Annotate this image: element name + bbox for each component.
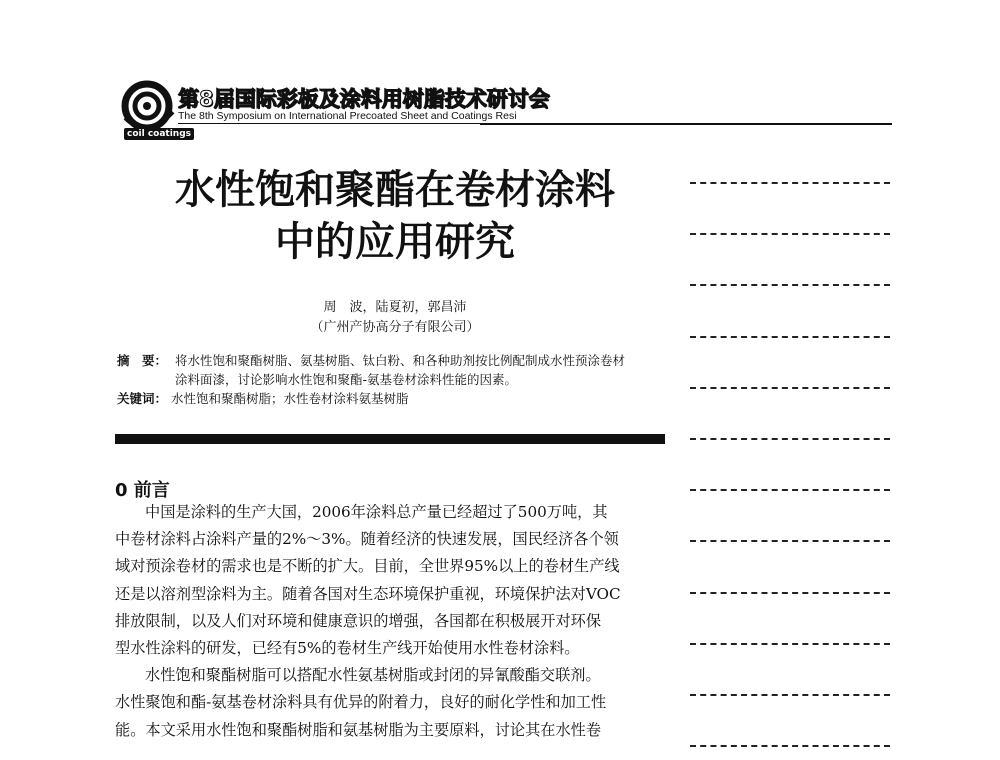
margin-note-line bbox=[690, 284, 890, 286]
paper-title-line1: 水性饱和聚酯在卷材涂料 bbox=[175, 167, 615, 213]
body-line: 水性聚饱和酯-氨基卷材涂料具有优异的附着力，良好的耐化学性和加工性 bbox=[115, 693, 607, 712]
keywords-row bbox=[117, 389, 677, 408]
conference-title: 第8届国际彩板及涂料用树脂技术研讨会 bbox=[178, 87, 550, 111]
conference-subtitle: The 8th Symposium on International Precoated Sheet and Coatings Resi bbox=[178, 110, 517, 122]
abstract-text-line1: 将水性饱和聚酯树脂、氨基树脂、钛白粉、和各种助剂按比例配制成水性预涂卷材 bbox=[175, 353, 626, 368]
abstract-block bbox=[117, 351, 677, 408]
body-line: 排放限制，以及人们对环境和健康意识的增强，各国都在积极展开对环保 bbox=[115, 611, 601, 630]
abstract-label: 摘 要： bbox=[117, 353, 168, 368]
body-line: 域对预涂卷材的需求也是不断的扩大。目前，全世界95%以上的卷材生产线 bbox=[115, 557, 620, 576]
body-line: 能。本文采用水性饱和聚酯树脂和氨基树脂为主要原料，讨论其在水性卷 bbox=[115, 720, 601, 739]
margin-note-line bbox=[690, 592, 890, 594]
abstract-text-line2: 涂料面漆，讨论影响水性饱和聚酯-氨基卷材涂料性能的因素。 bbox=[175, 372, 518, 387]
margin-note-line bbox=[690, 540, 890, 542]
section-heading: 0 前言 bbox=[115, 480, 170, 501]
margin-note-line bbox=[690, 489, 890, 491]
body-line: 型水性涂料的研发，已经有5%的卷材生产线开始使用水性卷材涂料。 bbox=[115, 638, 580, 657]
logo-text: coil coatings bbox=[124, 128, 194, 140]
paper-authors: 周 波，陆夏初，郭昌沛 bbox=[323, 300, 467, 315]
margin-note-line bbox=[690, 233, 890, 235]
margin-note-line bbox=[690, 694, 890, 696]
margin-note-line bbox=[690, 387, 890, 389]
body-line: 中国是涂料的生产大国，2006年涂料总产量已经超过了500万吨，其 bbox=[145, 503, 608, 521]
abstract-row bbox=[117, 351, 677, 370]
body-text bbox=[115, 499, 675, 744]
margin-note-line bbox=[690, 438, 890, 440]
keywords-label: 关键词： bbox=[117, 391, 168, 406]
body-line: 水性饱和聚酯树脂可以搭配水性氨基树脂或封闭的异氰酸酯交联剂。 bbox=[145, 666, 601, 685]
paper-title-line2: 中的应用研究 bbox=[275, 219, 515, 265]
margin-note-line bbox=[690, 336, 890, 338]
keywords-text: 水性饱和聚酯树脂；水性卷材涂料氨基树脂 bbox=[171, 391, 409, 406]
paper-affiliation: （广州产协高分子有限公司） bbox=[310, 320, 480, 335]
margin-note-line bbox=[690, 182, 890, 184]
body-line: 还是以溶剂型涂料为主。随着各国对生态环境保护重视，环境保护法对VOC bbox=[115, 584, 621, 603]
section-divider bbox=[115, 434, 665, 444]
body-line: 中卷材涂料占涂料产量的2%～3%。随着经济的快速发展，国民经济各个领 bbox=[115, 530, 619, 549]
margin-note-line bbox=[690, 745, 890, 747]
header-rule bbox=[480, 123, 892, 125]
margin-note-line bbox=[690, 643, 890, 645]
